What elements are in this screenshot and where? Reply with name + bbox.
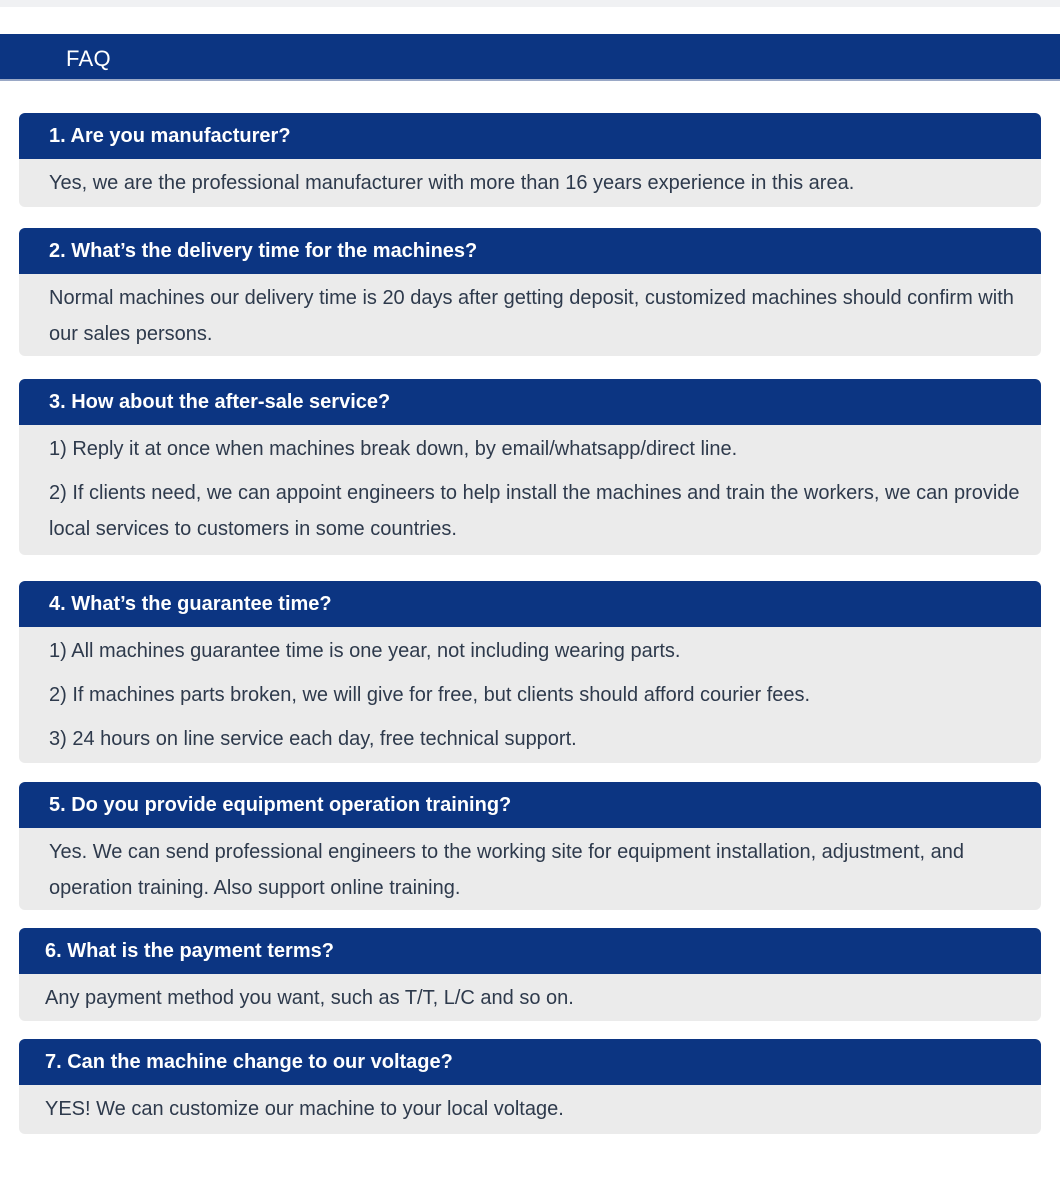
faq-answer-line: YES! We can customize our machine to your local voltage.	[45, 1098, 564, 1120]
faq-section-header	[0, 34, 1060, 81]
faq-answer-line: 3) 24 hours on line service each day, free technical support.	[49, 728, 577, 750]
faq-answer	[19, 974, 1041, 1016]
faq-item-3	[19, 379, 1041, 555]
faq-answer	[19, 274, 1041, 352]
faq-answer	[19, 1085, 1041, 1127]
faq-answer-line: 2) If clients need, we can appoint engineers to help install the machines and train the workers, we can provide local services to customers in some countries.	[49, 482, 1020, 540]
faq-question: 6. What is the payment terms?	[19, 928, 1041, 974]
faq-question: 5. Do you provide equipment operation training?	[19, 782, 1041, 828]
faq-answer-line: Normal machines our delivery time is 20 days after getting deposit, customized machines should confirm with our sales persons.	[49, 287, 1014, 345]
faq-question: 3. How about the after-sale service?	[19, 379, 1041, 425]
faq-item-6	[19, 928, 1041, 1021]
faq-answer	[19, 828, 1041, 906]
faq-answer-line: Any payment method you want, such as T/T, L/C and so on.	[45, 987, 574, 1009]
faq-answer	[19, 425, 1041, 547]
faq-title: FAQ	[66, 46, 111, 71]
faq-item-5	[19, 782, 1041, 910]
faq-question: 2. What’s the delivery time for the machines?	[19, 228, 1041, 274]
faq-answer-line: 1) Reply it at once when machines break down, by email/whatsapp/direct line.	[49, 438, 738, 460]
faq-answer-line: Yes. We can send professional engineers to the working site for equipment installation, adjustment, and operation training. Also support online training.	[49, 841, 964, 899]
faq-answer-line: Yes, we are the professional manufacturer with more than 16 years experience in this area.	[49, 172, 855, 194]
faq-answer-line: 1) All machines guarantee time is one year, not including wearing parts.	[49, 640, 681, 662]
faq-answer	[19, 159, 1041, 201]
faq-item-1	[19, 113, 1041, 207]
faq-answer-line: 2) If machines parts broken, we will give for free, but clients should afford courier fees.	[49, 684, 811, 706]
faq-question: 7. Can the machine change to our voltage?	[19, 1039, 1041, 1085]
faq-question: 1. Are you manufacturer?	[19, 113, 1041, 159]
faq-answer	[19, 627, 1041, 757]
faq-item-4	[19, 581, 1041, 763]
faq-item-7	[19, 1039, 1041, 1134]
faq-question: 4. What’s the guarantee time?	[19, 581, 1041, 627]
faq-item-2	[19, 228, 1041, 356]
top-divider-strip	[0, 0, 1060, 7]
